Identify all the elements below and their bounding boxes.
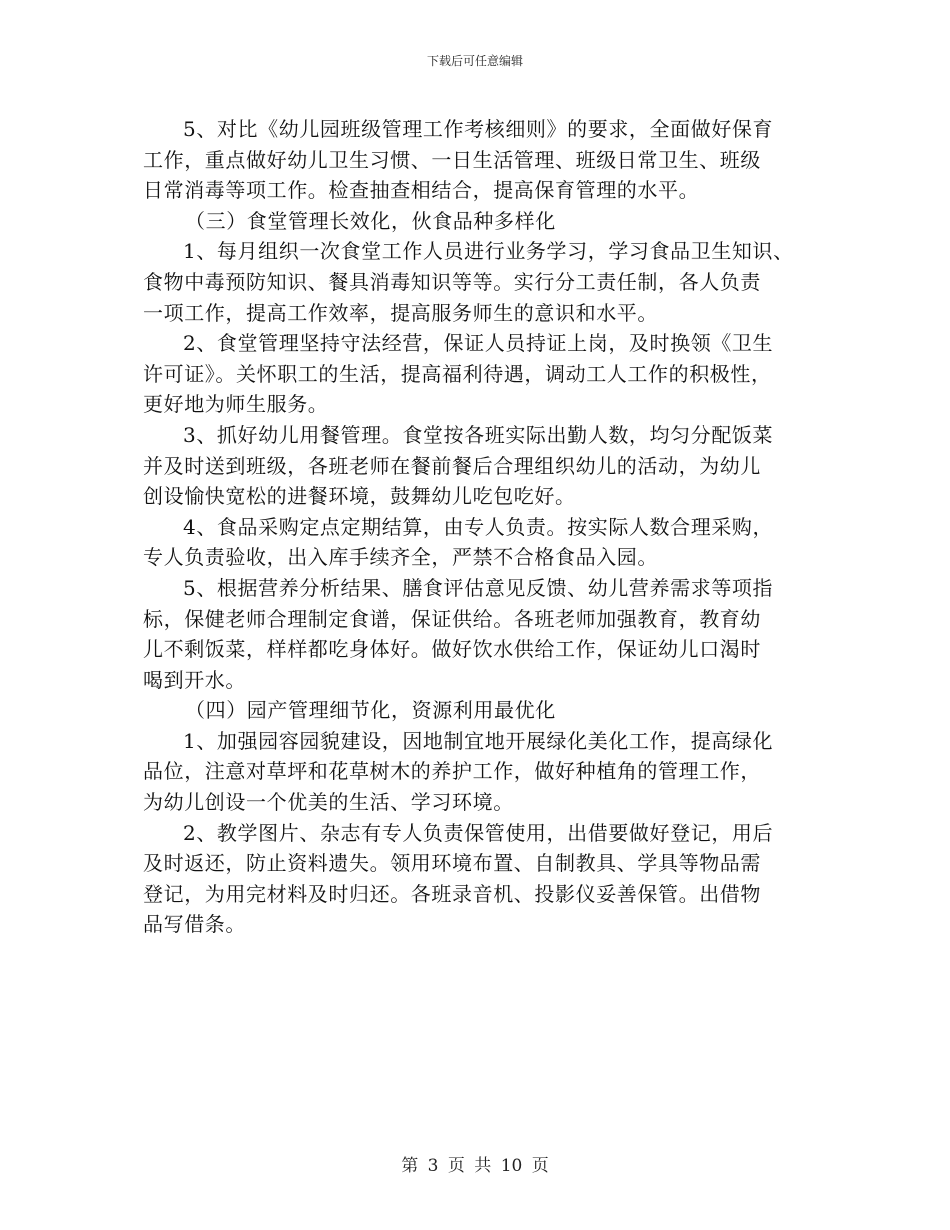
paragraph-canteen-3 [143,420,843,512]
page-number: 第 3 页 共 10 页 [401,1156,549,1176]
paragraph-line: 品写借条。 [143,912,246,937]
page-header: 下载后可任意编辑 [426,54,523,68]
paragraph-line: 工作，重点做好幼儿卫生习惯、一日生活管理、班级日常卫生、班级 [143,147,761,172]
paragraph-line: 儿不剩饭菜，样样都吃身体好。做好饮水供给工作，保证幼儿口渴时 [143,637,761,662]
paragraph-line: 专人负责验收，出入库手续齐全，严禁不合格食品入园。 [143,545,658,570]
paragraph-line: 及时返还，防止资料遗失。领用环境布置、自制教具、学具等物品需 [143,851,761,876]
paragraph-line: 许可证》。关怀职工的生活，提高福利待遇，调动工人工作的积极性， [143,361,772,386]
paragraph-nursing-5 [143,114,843,206]
paragraph-line: 并及时送到班级，各班老师在餐前餐后合理组织幼儿的活动，为幼儿 [143,453,761,478]
paragraph-line: 登记，为用完材料及时归还。各班录音机、投影仪妥善保管。出借物 [143,881,761,906]
paragraph-canteen-2 [143,328,843,420]
paragraph-property-2 [143,818,843,940]
paragraph-line: 标，保健老师合理制定食谱，保证供给。各班老师加强教育，教育幼 [143,606,761,631]
paragraph-line: 品位，注意对草坪和花草树木的养护工作，做好种植角的管理工作， [143,759,761,784]
paragraph-line: 2、食堂管理坚持守法经营，保证人员持证上岗，及时换领《卫生 [183,331,774,356]
paragraph-line: 更好地为师生服务。 [143,392,329,417]
document-body [143,114,843,940]
paragraph-line: 2、教学图片、杂志有专人负责保管使用，出借要做好登记，用后 [183,820,774,845]
paragraph-line: 日常消毒等项工作。检查抽查相结合，提高保育管理的水平。 [143,178,700,203]
paragraph-line: 为幼儿创设一个优美的生活、学习环境。 [143,790,514,815]
paragraph-canteen-5 [143,573,843,695]
paragraph-line: 5、对比《幼儿园班级管理工作考核细则》的要求，全面做好保育 [183,117,774,141]
paragraph-property-1 [143,726,843,818]
paragraph-line: 一项工作，提高工作效率，提高服务师生的意识和水平。 [143,300,658,325]
paragraph-line: 创设愉快宽松的进餐环境，鼓舞幼儿吃包吃好。 [143,484,576,509]
section-heading-canteen: （三）食堂管理长效化，伙食品种多样化 [185,208,556,233]
paragraph-line: 5、根据营养分析结果、膳食评估意见反馈、幼儿营养需求等项指 [183,575,774,600]
paragraph-canteen-1 [143,236,843,328]
paragraph-line: 喝到开水。 [143,667,246,692]
paragraph-line: 3、抓好幼儿用餐管理。食堂按各班实际出勤人数，均匀分配饭菜 [183,422,774,447]
paragraph-line: 1、加强园容园貌建设，因地制宜地开展绿化美化工作，提高绿化 [183,728,774,753]
paragraph-line: 1、每月组织一次食堂工作人员进行业务学习，学习食品卫生知识、 [183,239,794,264]
paragraph-line: 食物中毒预防知识、餐具消毒知识等等。实行分工责任制，各人负责 [143,269,761,294]
paragraph-canteen-4 [143,512,843,573]
section-heading-property: （四）园产管理细节化，资源利用最优化 [185,698,556,723]
paragraph-line: 4、食品采购定点定期结算，由专人负责。按实际人数合理采购， [183,514,774,539]
